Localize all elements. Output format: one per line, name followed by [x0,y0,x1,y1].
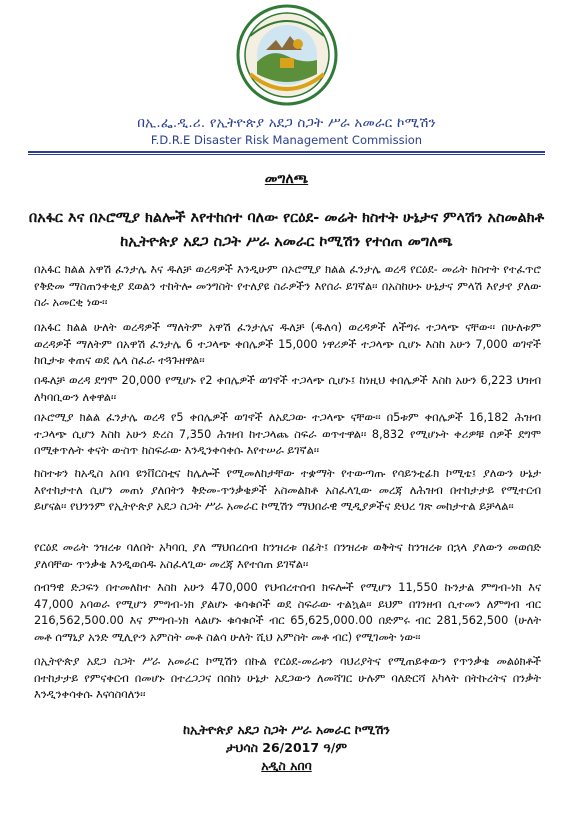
paragraph-2: በአፋር ክልል ሁለት ወረዳዎች ማለትም አዋሽ ፈንታሌና ዱለቻ (ዱለሳ) ወረዳዎች ለችግሩ ተጋላጭ ናቸው፡፡ በሁለቱም ወረዳዎች ማለትም በአዋሽ ፈንታሌ 6 ተጋላጭ ቀበሌዎች 15,000 ነዋሪዎች ተጋላጭ ሲሆኑ እስከ አሁን 7,000 ወገኖች ከቢታቱ ቀጠና ወደ ሌላ ስፈራ ተጓጉዘዋል፡፡ [34,321,541,367]
document-type: መግለጫ [264,171,309,187]
signature-issuer: ከኢትዮጵያ አደጋ ስጋት ሥራ አመራር ኮሚሽን [183,722,390,737]
paragraph-1: በአፋር ክልል አዋሽ ፈንታሌ እና ዱለቻ ወረዳዎች እንዲሁም በኦሮሚያ ክልል ፈንታሌ ወረዳ የርዕደ- መሬት ክስተት የተፈጥሮ የቅድመ ማስጠንቀቂያ ደወልን ተከትሎ መንግስት የተለያዩ ስራዎችን እየሰራ ይገኛል፡፡ በአስከሁኑ ሁኔታና ምላሽ እየታየ ያለው ስራ አመርቂ ነው፡፡ [34,263,541,309]
paragraph-8: በኢትዮጵያ አደጋ ስጋት ሥራ አመራር ኮሚሽን በኩል የርዕደ-መሬቱን ባህሪያትና የሚጠይቀውን የጥንቃቄ መልዕክቶች በተከታታይ የምናቀርብ በመሆኑ በተረጋጋና በሰከነ ሁኔታ አደጋውን ለመሻገር ሁሉም ባለድርሻ አካላት በትኩረትና በንቃት እንዲንቀሳቀሱ እናሳስባለን፡፡ [34,655,541,701]
org-name-amharic: በኢ.ፌ.ዲ.ሪ. የኢትዮጵያ አደጋ ስጋት ሥራ አመራር ኮሚሽን [137,115,436,131]
paragraph-7: ሰብዓዊ ድጋፍን በተመለከተ እስከ አሁን 470,000 የህብረተሰብ ክፍሎች የሚሆን 11,550 ኩንታል ምግብ-ነክ እና 47,000 አባወራ የሚሆን ምግብ-ነክ ያልሆኑ ቁሳቁሶች ወደ ስፍራው ተልኳል፡፡ ይህም በገንዘብ ሲተመን ለምግብ ብር 216,562,500.00 እና ምግብ-ነክ ላልሆኑ ቁሳቁሶች ብር 65,625,000.00 በድምሩ ብር 281,562,500 (ሁለት መቶ ሰማኒያ አንድ ሚሊዮን አምስት መቶ ስልሳ ሁለት ሺህ አምስት መቶ ብር) የሚገመት ነው፡፡ [34,581,541,644]
document-headline: በአፋር እና በኦሮሚያ ክልሎች እየተከሰተ ባለው የርዕደ- መሬት ክስተት ሁኔታና ምላሽን አስመልክቶ ከኢትዮጵያ አደጋ ስጋት ሥራ አመራር ኮሚሽን የተሰጠ መግለጫ [28,210,545,250]
signature-place: አዲስ አበባ [261,758,312,773]
org-name-english: F.D.R.E Disaster Risk Management Commission [150,133,423,147]
signature-date: ታህሳስ 26/2017 ዓ/ም [225,740,348,755]
commission-logo [236,4,338,106]
paragraph-5: ከስተቱን ከአዲስ አበባ ዩንቨርስቲና ከሌሎች የሚመለከታቸው ተቋማት የተውጣጡ የሳይንቲፊክ ኮሚቴ፤ ያለውን ሁኔታ እየተከታተለ ሲሆን መጠነ ያለበትን ቅድመ-ጥንቃቄዎች አስመልክቶ አስፈላጊው መረጃ ለሕዝብ በተከታታይ የሚተርብ ይሆናል፡፡ የህንንም የኢትዮጵያ አደጋ ስጋት ሥራ አመራር ኮሚሽን ማህበራዊ ሚዲያዎችና ድህረ ገጽ መከታተል ይቻላል፡፡ [34,467,541,513]
paragraph-3: በዱለቻ ወረዳ ደግሞ 20,000 የሚሆኑ የ2 ቀበሌዎች ወገኖች ተጋላጭ ሲሆኑ፤ ከነዚህ ቀበሌዎች እስከ አሁን 6,223 ህዝብ ለካባቢውን ለቀዋል፡፡ [34,374,541,404]
header-divider-thin [28,154,545,155]
paragraph-6: የርዕደ መሬት ንዝረቱ ባለበት አካባቢ ያለ ማህበረሰብ ከንዝረቱ በፊት፤ በንዝረቱ ወቅትና ከንዝረቱ በኋላ ያለውን መወሰድ ያለባቸው ጥንቃቄ እንዲወሰዱ አስፈላጊው መረጃ እየተሰጠ ይገኛል፡፡ [34,541,541,571]
header-divider [28,151,545,153]
paragraph-4: በኦሮሚያ ክልል ፈንታሌ ወረዳ የ5 ቀበሌዎች ወገኖች ለአደጋው ተጋላጭ ናቸው፡፡ በ5ቱም ቀበሌዎች 16,182 ሕዝብ ተጋላጭ ሲሆን እስከ አሁን ድረስ 7,350 ሕዝብ ከተጋላጨ ስፍራ ወጥተዋል፡፡ 8,832 የሚሆኑት ቀሪዎቹ ሰዎች ደግሞ በሚቀጥሉት ቀናት ውስጥ ከስፍራው እንዲንቀሳቀሱ እየተሠራ ይገኛል፡፡ [34,411,541,457]
